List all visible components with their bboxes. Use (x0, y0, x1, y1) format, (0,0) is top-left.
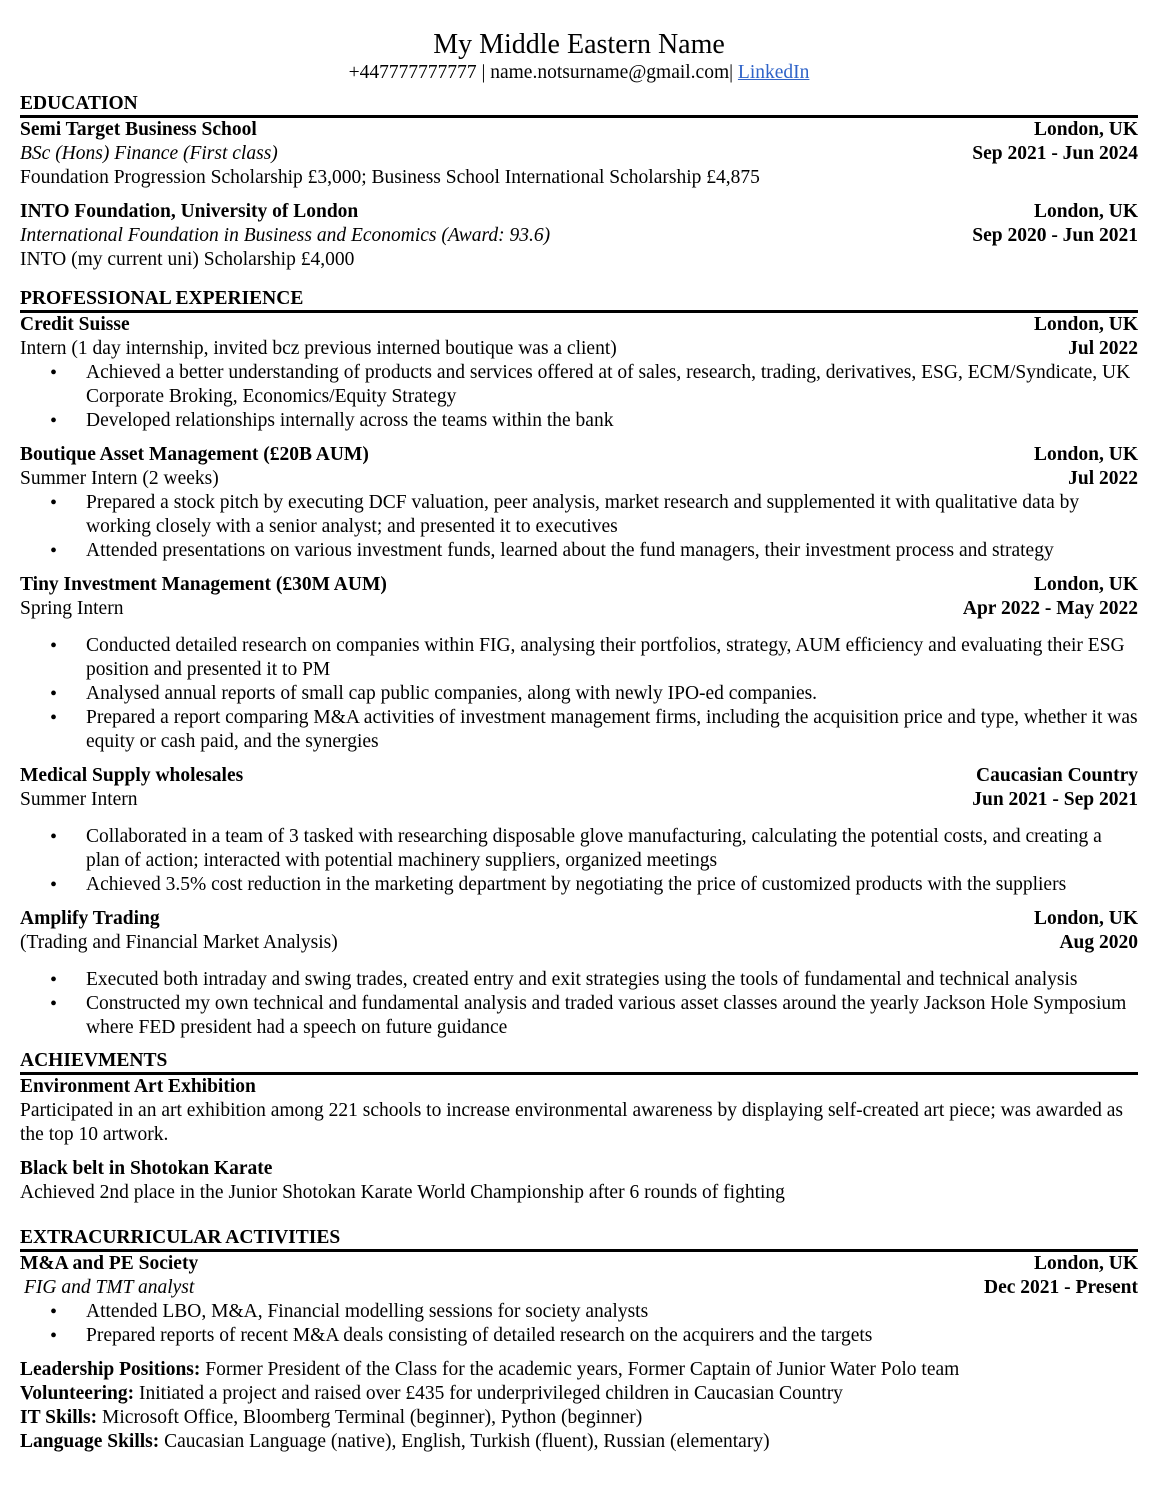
school-name: INTO Foundation, University of London (20, 201, 359, 222)
degree: International Foundation in Business and Economics (Award: 93.6) (20, 225, 551, 246)
education-entry (20, 118, 1138, 190)
role: Intern (1 day internship, invited bcz previous interned boutique was a client) (20, 338, 617, 359)
phone-number: +447777777777 (348, 62, 477, 83)
label: Language Skills: (20, 1431, 160, 1452)
candidate-name: My Middle Eastern Name (433, 29, 725, 60)
role: Summer Intern (20, 789, 138, 810)
bullet-list (20, 1300, 1138, 1348)
company-name: Medical Supply wholesales (20, 765, 244, 786)
bullet-item: • Attended LBO, M&A, Financial modelling sessions for society analysts (86, 1300, 1138, 1324)
dates: Dec 2021 - Present (984, 1277, 1138, 1298)
location: London, UK (1033, 908, 1138, 929)
dates: Sep 2021 - Jun 2024 (972, 143, 1138, 164)
resume-page (20, 28, 1138, 1454)
bullet-list (20, 968, 1138, 1040)
email-address[interactable]: name.notsurname@gmail.com (490, 62, 730, 83)
bullet-list (20, 491, 1138, 563)
company-name: Amplify Trading (20, 908, 160, 929)
company-name: Tiny Investment Management (£30M AUM) (20, 574, 387, 595)
achievement-entry (20, 1157, 1138, 1205)
language-skills-line (20, 1430, 1138, 1454)
company-name: Boutique Asset Management (£20B AUM) (20, 444, 369, 465)
bullet-item: • Executed both intraday and swing trades, created entry and exit strategies using the tools of fundamental and technical analysis (86, 968, 1138, 992)
experience-entry (20, 764, 1138, 897)
role: FIG and TMT analyst (24, 1277, 195, 1298)
linkedin-link[interactable]: LinkedIn (737, 62, 810, 83)
bullet-item: • Achieved a better understanding of products and services offered at of sales, research, trading, derivatives, ESG, ECM/Syndicate, UK Corporate Broking, Economics/Equity Strategy (86, 361, 1138, 409)
experience-entry (20, 573, 1138, 754)
section-title-education: EDUCATION (20, 93, 1138, 118)
bullet-list (20, 634, 1138, 754)
bullet-item: • Analysed annual reports of small cap public companies, along with newly IPO-ed companies. (86, 682, 1138, 706)
scholarship-note: INTO (my current uni) Scholarship £4,000 (20, 249, 355, 270)
scholarship-note: Foundation Progression Scholarship £3,000; Business School International Scholarship £4,875 (20, 167, 760, 188)
label: Volunteering: (20, 1383, 135, 1404)
extracurricular-entry (20, 1252, 1138, 1348)
dates: Jul 2022 (1068, 338, 1138, 359)
value: Microsoft Office, Bloomberg Terminal (beginner), Python (beginner) (97, 1407, 643, 1428)
experience-entry (20, 443, 1138, 563)
education-entry (20, 200, 1138, 272)
bullet-item: • Attended presentations on various investment funds, learned about the fund managers, their investment process and strategy (86, 539, 1138, 563)
achievement-text: Participated in an art exhibition among 221 schools to increase environmental awareness by displaying self-created art piece; was awarded as the top 10 artwork. (20, 1100, 1123, 1145)
bullet-list (20, 825, 1138, 897)
section-title-achievements: ACHIEVMENTS (20, 1050, 1138, 1075)
bullet-item: • Prepared a report comparing M&A activities of investment management firms, including the acquisition price and type, whether it was equity or cash paid, and the synergies (86, 706, 1138, 754)
location: London, UK (1033, 119, 1138, 140)
contact-line (20, 62, 1138, 84)
bullet-item: • Developed relationships internally across the teams within the bank (86, 409, 1138, 433)
label: Leadership Positions: (20, 1359, 201, 1380)
leadership-line (20, 1358, 1138, 1382)
location: London, UK (1033, 1253, 1138, 1274)
experience-entry (20, 313, 1138, 433)
location: London, UK (1033, 444, 1138, 465)
location: London, UK (1033, 201, 1138, 222)
company-name: Credit Suisse (20, 314, 130, 335)
achievement-title: Black belt in Shotokan Karate (20, 1158, 273, 1179)
school-name: Semi Target Business School (20, 119, 257, 140)
additional-info (20, 1358, 1138, 1454)
bullet-item: • Conducted detailed research on companies within FIG, analysing their portfolios, strategy, AUM efficiency and evaluating their ESG position and presented it to PM (86, 634, 1138, 682)
dates: Jul 2022 (1068, 468, 1138, 489)
section-title-experience: PROFESSIONAL EXPERIENCE (20, 288, 1138, 313)
dates: Aug 2020 (1059, 932, 1138, 953)
achievement-text: Achieved 2nd place in the Junior Shotokan Karate World Championship after 6 rounds of fighting (20, 1182, 785, 1203)
location: London, UK (1033, 574, 1138, 595)
resume-header (20, 28, 1138, 84)
bullet-item: • Prepared reports of recent M&A deals consisting of detailed research on the acquirers and the targets (86, 1324, 1138, 1348)
bullet-item: • Achieved 3.5% cost reduction in the marketing department by negotiating the price of customized products with the suppliers (86, 873, 1138, 897)
role: (Trading and Financial Market Analysis) (20, 932, 338, 953)
separator: | (476, 62, 491, 83)
separator: | (729, 62, 738, 83)
role: Spring Intern (20, 598, 124, 619)
achievement-entry (20, 1075, 1138, 1147)
bullet-item: • Constructed my own technical and fundamental analysis and traded various asset classes around the yearly Jackson Hole Symposium where FED president had a speech on future guidance (86, 992, 1138, 1040)
location: London, UK (1033, 314, 1138, 335)
it-skills-line (20, 1406, 1138, 1430)
role: Summer Intern (2 weeks) (20, 468, 219, 489)
bullet-item: • Collaborated in a team of 3 tasked with researching disposable glove manufacturing, calculating the potential costs, and creating a plan of action; interacted with potential machinery suppliers, organized meetings (86, 825, 1138, 873)
degree: BSc (Hons) Finance (First class) (20, 143, 278, 164)
experience-entry (20, 907, 1138, 1040)
location: Caucasian Country (976, 765, 1138, 786)
section-title-extracurricular: EXTRACURRICULAR ACTIVITIES (20, 1227, 1138, 1252)
volunteering-line (20, 1382, 1138, 1406)
organization-name: M&A and PE Society (20, 1253, 199, 1274)
bullet-list (20, 361, 1138, 433)
dates: Sep 2020 - Jun 2021 (972, 225, 1138, 246)
achievement-title: Environment Art Exhibition (20, 1076, 256, 1097)
value: Caucasian Language (native), English, Turkish (fluent), Russian (elementary) (159, 1431, 770, 1452)
label: IT Skills: (20, 1407, 98, 1428)
value: Initiated a project and raised over £435 for underprivileged children in Caucasian Country (134, 1383, 843, 1404)
dates: Jun 2021 - Sep 2021 (972, 789, 1138, 810)
dates: Apr 2022 - May 2022 (962, 598, 1138, 619)
bullet-item: • Prepared a stock pitch by executing DCF valuation, peer analysis, market research and supplemented it with qualitative data by working closely with a senior analyst; and presented it to executives (86, 491, 1138, 539)
value: Former President of the Class for the academic years, Former Captain of Junior Water Polo team (200, 1359, 960, 1380)
